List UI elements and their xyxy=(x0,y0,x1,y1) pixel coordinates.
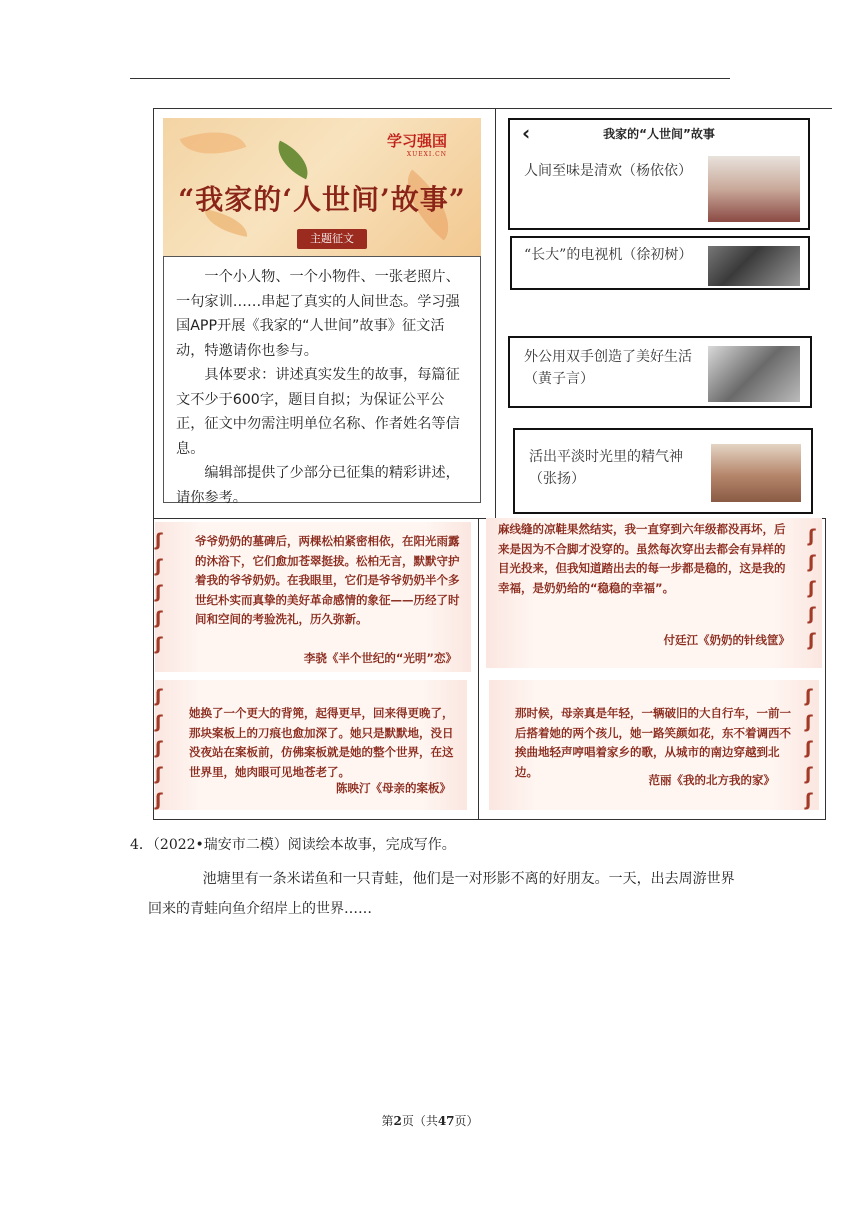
story-card xyxy=(510,236,810,290)
story-card xyxy=(513,428,813,514)
header-rule xyxy=(130,78,730,79)
leaf-decoration xyxy=(270,141,316,180)
question-paragraph: 池塘里有一条米诺鱼和一只青蛙，他们是一对形影不离的好朋友。一天，出去周游世界回来的青蛙向鱼介绍岸上的世界…… xyxy=(148,871,735,917)
poster-tag: 主题征文 xyxy=(297,229,367,249)
room-photo xyxy=(711,444,801,502)
quote-citation: 范丽《我的北方我的家》 xyxy=(648,773,775,787)
poster-paragraph: 一个小人物、一个小物件、一张老照片、一句家训……串起了真实的人间世态。学习强国APP开展《我家的“人世间”故事》征文活动，特邀请你也参与。 xyxy=(176,269,460,359)
quote-note xyxy=(486,518,822,668)
leaf-decoration xyxy=(180,119,247,168)
quote-text: 爷爷奶奶的墓碑后，两棵松柏紧密相依，在阳光雨露的沐浴下，它们愈加苍翠挺拔。松柏无言，默默守护着我的爷爷奶奶。在我眼里，它们是爷爷奶奶半个多世纪朴实而真挚的美好革命感情的象征——历经了时间和空间的考验洗礼，历久弥新。 xyxy=(195,534,460,626)
story-list-title: 我家的“人世间”故事 xyxy=(603,127,715,141)
footer-suffix: 页） xyxy=(454,1114,479,1128)
quote-citation: 付廷江《奶奶的针线筐》 xyxy=(663,633,790,647)
spiral-binding-icon: ʃ ʃ ʃ ʃ ʃ xyxy=(808,526,816,651)
poster-description xyxy=(163,256,481,506)
portrait-photo xyxy=(708,346,800,402)
story-title: 活出平淡时光里的精气神（张扬） xyxy=(529,449,683,487)
footer-total-pages: 47 xyxy=(437,1114,455,1128)
quote-note xyxy=(489,680,819,810)
logo-text: 学习强国 xyxy=(386,132,447,150)
story-card xyxy=(508,118,810,230)
story-title: 人间至味是清欢（杨依依） xyxy=(524,163,692,179)
xuexi-logo xyxy=(387,130,447,158)
back-arrow-icon: ‹ xyxy=(522,121,531,145)
spiral-binding-icon: ʃ ʃ ʃ ʃ ʃ xyxy=(805,686,813,811)
spiral-binding-icon: ʃ ʃ ʃ ʃ ʃ xyxy=(155,530,163,655)
figure-left-border xyxy=(153,108,154,518)
story-list-header xyxy=(510,120,808,148)
figure-middle-divider xyxy=(495,108,496,518)
poster-title: “我家的‘人世间’故事” xyxy=(178,183,466,216)
poster-paragraph: 编辑部提供了少部分已征集的精彩讲述，请你参考。 xyxy=(176,465,460,506)
logo-subtext: XUEXI.CN xyxy=(406,151,447,158)
story-title: 外公用双手创造了美好生活（黄子言） xyxy=(524,349,692,387)
quote-text: 麻线缝的凉鞋果然结实，我一直穿到六年级都没再坏，后来是因为不合脚才没穿的。虽然每次穿出去都会有异样的目光投来，但我知道踏出去的每一步都是稳的，这是我的幸福，是奶奶给的“稳稳的幸福”。 xyxy=(498,522,786,595)
poster-banner xyxy=(163,118,481,256)
quote-note xyxy=(155,522,471,672)
question-heading: 4．（2022•瑞安市二模）阅读绘本故事，完成写作。 xyxy=(130,837,456,853)
footer-mid: 页（共 xyxy=(401,1114,438,1128)
quote-text: 她换了一个更大的背篼，起得更早，回来得更晚了，那块案板上的刀痕也愈加深了。她只是默默地，没日没夜站在案板前，仿佛案板就是她的整个世界，在这世界里，她肉眼可见地苍老了。 xyxy=(189,706,454,779)
spiral-binding-icon: ʃ ʃ ʃ ʃ ʃ xyxy=(155,686,163,811)
page-footer xyxy=(0,1112,860,1129)
quote-citation: 李骁《半个世纪的“光明”恋》 xyxy=(303,651,457,665)
figure-bottom-divider xyxy=(478,518,479,820)
television-photo xyxy=(708,246,800,286)
footer-page-number: 2 xyxy=(393,1114,402,1128)
quote-text: 那时候，母亲真是年轻，一辆破旧的大自行车，一前一后搭着她的两个孩儿，她一路笑颜如花，东不着调西不挨曲地轻声哼唱着家乡的歌，从城市的南边穿越到北边。 xyxy=(515,706,791,779)
quote-note xyxy=(155,680,467,810)
story-card xyxy=(508,336,812,408)
essay-poster xyxy=(163,118,481,506)
story-title: “长大”的电视机（徐初树） xyxy=(524,247,693,263)
collage-figure xyxy=(153,108,826,820)
poster-paragraph: 具体要求：讲述真实发生的故事，每篇征文不少于600字，题目自拟；为保证公平公正，征文中勿需注明单位名称、作者姓名等信息。 xyxy=(176,367,460,457)
family-photo xyxy=(708,156,800,222)
quote-citation: 陈映汀《母亲的案板》 xyxy=(336,781,451,795)
footer-prefix: 第 xyxy=(381,1114,394,1128)
